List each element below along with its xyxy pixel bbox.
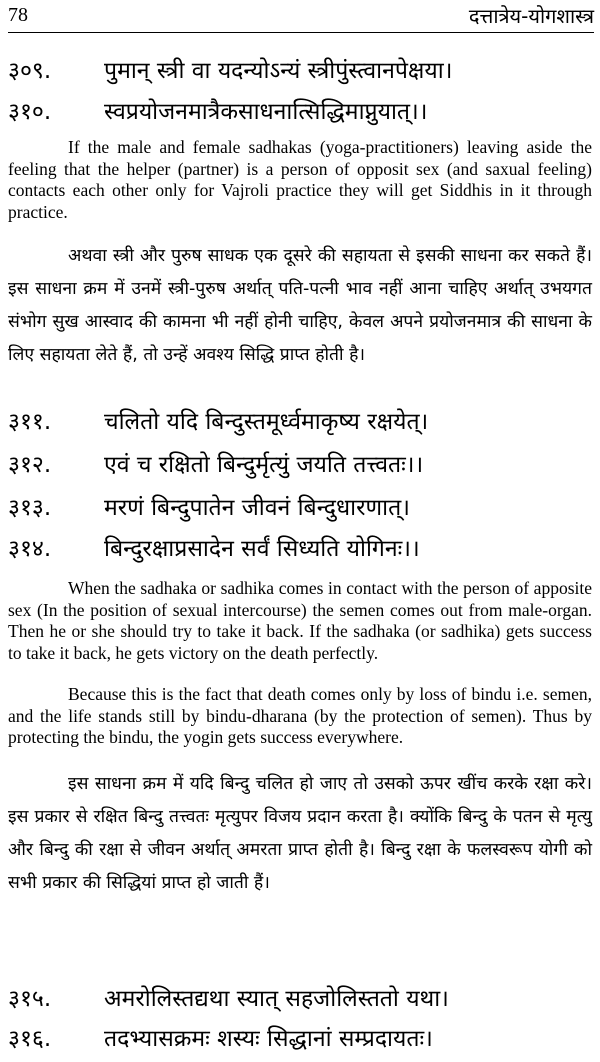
verse-number: ३१४.	[8, 536, 52, 562]
verse-309	[8, 52, 452, 90]
hindi-commentary-1: अथवा स्त्री और पुरुष साधक एक दूसरे की सहायता से इसकी साधना कर सकते हैं। इस साधना क्रम में उनमें स्त्री-पुरुष अर्थात् पति-पत्नी भाव नहीं आना चाहिए अर्थात् उभयगत संभोग सुख आस्वाद की कामना भी नहीं होनी चाहिए, केवल अपने प्रयोजनमात्र की साधना के लिए सहायता लेते हैं, तो उन्हें अवश्य सिद्धि प्राप्त होती है।	[8, 246, 592, 365]
verse-312	[8, 446, 423, 484]
verse-314	[8, 530, 420, 568]
verse-316	[8, 1020, 433, 1058]
verse-text: चलितो यदि बिन्दुस्तमूर्ध्वमाकृष्य रक्षयेत्।	[104, 409, 429, 435]
verse-text: एवं च रक्षितो बिन्दुर्मृत्युं जयति तत्त्वतः।।	[104, 452, 424, 478]
verse-310	[8, 93, 427, 131]
verse-text: तदभ्यासक्रमः शस्यः सिद्धानां सम्प्रदायतः।	[104, 1026, 433, 1052]
verse-number: ३१५.	[8, 986, 52, 1012]
verse-text: मरणं बिन्दुपातेन जीवनं बिन्दुधारणात्।	[104, 495, 410, 521]
page-header	[8, 2, 594, 33]
verse-text: बिन्दुरक्षाप्रसादेन सर्वं सिध्यति योगिनः।।	[104, 536, 420, 562]
verse-311	[8, 403, 428, 441]
verse-313	[8, 489, 410, 527]
verse-text: अमरोलिस्तद्यथा स्यात् सहजोलिस्ततो यथा।	[104, 986, 449, 1012]
english-translation-1: If the male and female sadhakas (yoga-practitioners) leaving aside the feeling that the helper (partner) is a person of opposit sex (and saxual feeling) contacts each other only for Vajroli practice they will get Siddhis in it through practice.	[8, 137, 592, 222]
verse-number: ३११.	[8, 409, 52, 435]
verse-number: ३१२.	[8, 452, 52, 478]
english-translation-3: Because this is the fact that death comes only by loss of bindu i.e. semen, and the life stands still by bindu-dharana (by the protection of semen). Thus by protecting the bindu, the yogin gets success everywhere.	[8, 684, 592, 747]
verse-315	[8, 980, 449, 1018]
verse-text: पुमान् स्त्री वा यदन्योऽन्यं स्त्रीपुंस्त्वानपेक्षया।	[104, 58, 453, 84]
verse-text: स्वप्रयोजनमात्रैकसाधनात्सिद्धिमाप्नुयात्।।	[104, 99, 428, 125]
verse-number: ३१६.	[8, 1026, 52, 1052]
running-title: दत्तात्रेय-योगशास्त्र	[468, 4, 594, 28]
verse-number: ३०९.	[8, 58, 52, 84]
verse-number: ३१३.	[8, 495, 52, 521]
english-translation-2: When the sadhaka or sadhika comes in contact with the person of apposite sex (In the position of sexual intercourse) the semen comes out from male-organ. Then he or she should try to take it back. If the sadhaka (or sadhika) gets success to take it back, he gets victory on the death perfectly.	[8, 578, 592, 663]
verse-number: ३१०.	[8, 99, 52, 125]
page-number: 78	[8, 4, 28, 26]
hindi-commentary-2: इस साधना क्रम में यदि बिन्दु चलित हो जाए तो उसको ऊपर खींच करके रक्षा करे। इस प्रकार से रक्षित बिन्दु तत्त्वतः मृत्युपर विजय प्रदान करता है। क्योंकि बिन्दु के पतन से मृत्यु और बिन्दु की रक्षा से जीवन अर्थात् अमरता प्राप्त होती है। बिन्दु रक्षा के फलस्वरूप योगी को सभी प्रकार की सिद्धियां प्राप्त हो जाती हैं।	[8, 774, 592, 893]
